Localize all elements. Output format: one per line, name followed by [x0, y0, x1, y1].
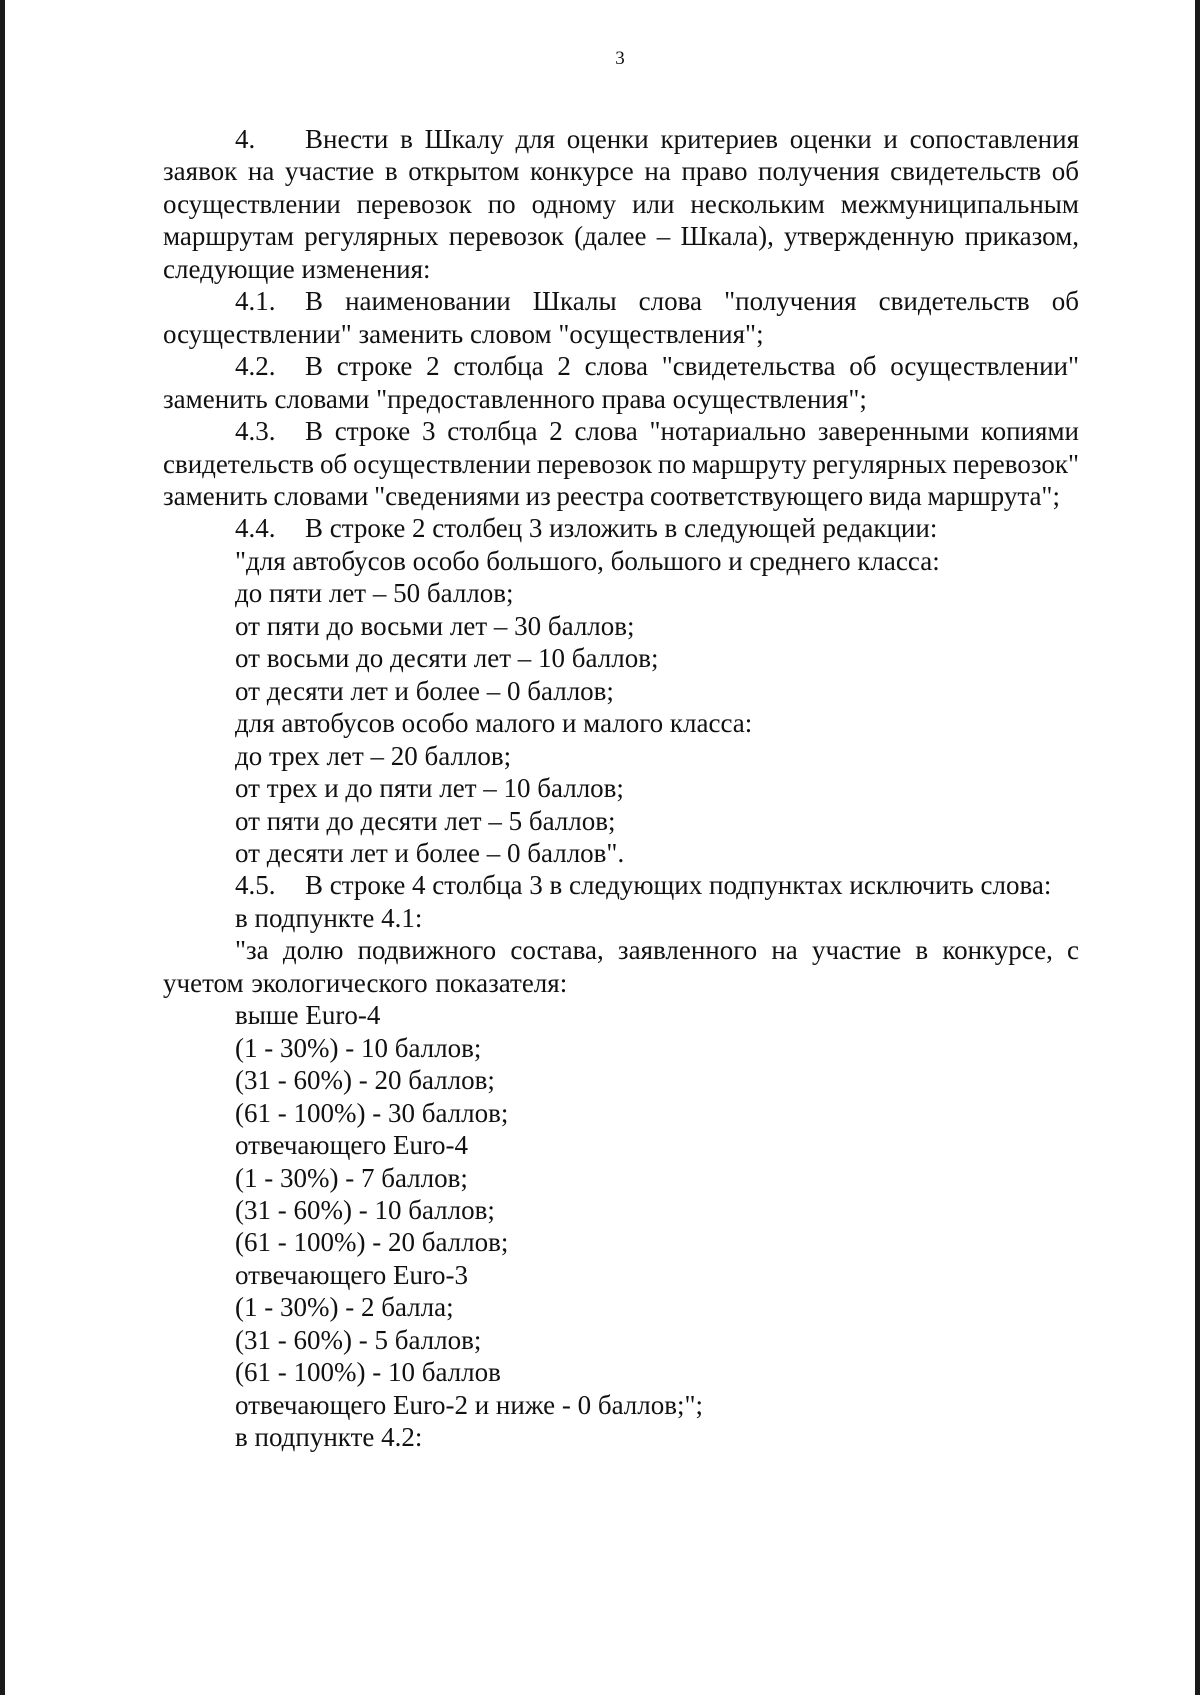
- scan-right-border: [1195, 0, 1200, 1695]
- list-item: (31 - 60%) - 10 баллов;: [235, 1194, 495, 1225]
- item-number: 4.3.: [235, 416, 276, 447]
- list-item: отвечающего Euro-2 и ниже - 0 баллов;";: [235, 1389, 704, 1420]
- age-scale-list: [163, 545, 1079, 870]
- paragraph-item-4: [163, 123, 1079, 285]
- list-item: до пяти лет – 50 баллов;: [235, 578, 514, 609]
- page-number: 3: [615, 48, 625, 69]
- list-item: (31 - 60%) - 20 баллов;: [235, 1065, 495, 1096]
- list-item: до трех лет – 20 баллов;: [235, 740, 512, 771]
- item-text: В строке 4 столбца 3 в следующих подпунктах исключить слова:: [305, 870, 1052, 901]
- item-text: В строке 3 столбца 2 слова "нотариально заверенными копиями свидетельств об осуществлении перевозок по маршруту регулярных перевозок" заменить словами "сведениями из реестра соответствующего вида маршрута";: [163, 416, 1079, 511]
- list-item: от десяти лет и более – 0 баллов".: [235, 837, 625, 868]
- paragraph-item-4-4: [163, 512, 1079, 544]
- item-text: Внести в Шкалу для оценки критериев оценки и сопоставления заявок на участие в открытом конкурсе на право получения свидетельств об осуществлении перевозок по одному или нескольким межмуниципальным маршрутам регулярных перевозок (далее – Шкала), утвержденную приказом, следующие изменения:: [163, 124, 1079, 284]
- list-item: (61 - 100%) - 20 баллов;: [235, 1227, 509, 1258]
- paragraph-item-4-1: [163, 285, 1079, 350]
- item-number: 4.5.: [235, 870, 276, 901]
- paragraph-item-4-3: [163, 415, 1079, 512]
- list-item: "для автобусов особо большого, большого и среднего класса:: [235, 545, 940, 576]
- list-item: (31 - 60%) - 5 баллов;: [235, 1324, 482, 1355]
- list-item: от трех и до пяти лет – 10 баллов;: [235, 773, 624, 804]
- item-number: 4.2.: [235, 351, 276, 382]
- paragraph-item-4-5: [163, 869, 1079, 901]
- scan-left-border: [0, 0, 5, 1695]
- quoted-criteria-text: "за долю подвижного состава, заявленного на участие в конкурсе, с учетом экологического показателя:: [163, 935, 1079, 998]
- item-text: В наименовании Шкалы слова "получения свидетельств об осуществлении" заменить словом "осуществления";: [163, 286, 1079, 349]
- list-item: от пяти до десяти лет – 5 баллов;: [235, 805, 616, 836]
- list-item: для автобусов особо малого и малого класса:: [235, 708, 753, 739]
- list-item: (61 - 100%) - 10 баллов: [235, 1357, 501, 1388]
- item-number: 4.1.: [235, 286, 276, 317]
- list-item: от восьми до десяти лет – 10 баллов;: [235, 643, 659, 674]
- item-number: 4.: [235, 124, 256, 154]
- euro-scale-list: [163, 999, 1079, 1421]
- list-item: от пяти до восьми лет – 30 баллов;: [235, 610, 635, 641]
- paragraph-item-4-2: [163, 350, 1079, 415]
- list-item: (1 - 30%) - 2 балла;: [235, 1292, 454, 1323]
- document-body: [163, 123, 1079, 1454]
- list-item: отвечающего Euro-3: [235, 1259, 468, 1290]
- subitem-4-2-label: в подпункте 4.2:: [235, 1422, 423, 1453]
- list-item: отвечающего Euro-4: [235, 1130, 468, 1161]
- subitem-4-1-label: в подпункте 4.1:: [235, 902, 423, 933]
- list-item: (61 - 100%) - 30 баллов;: [235, 1097, 509, 1128]
- item-text: В строке 2 столбец 3 изложить в следующей редакции:: [305, 513, 938, 544]
- list-item: (1 - 30%) - 10 баллов;: [235, 1032, 482, 1063]
- list-item: выше Euro-4: [235, 1000, 381, 1031]
- list-item: от десяти лет и более – 0 баллов;: [235, 675, 614, 706]
- item-text: В строке 2 столбца 2 слова "свидетельства об осуществлении" заменить словами "предоставленного права осуществления";: [163, 351, 1079, 414]
- list-item: (1 - 30%) - 7 баллов;: [235, 1162, 468, 1193]
- item-number: 4.4.: [235, 513, 276, 544]
